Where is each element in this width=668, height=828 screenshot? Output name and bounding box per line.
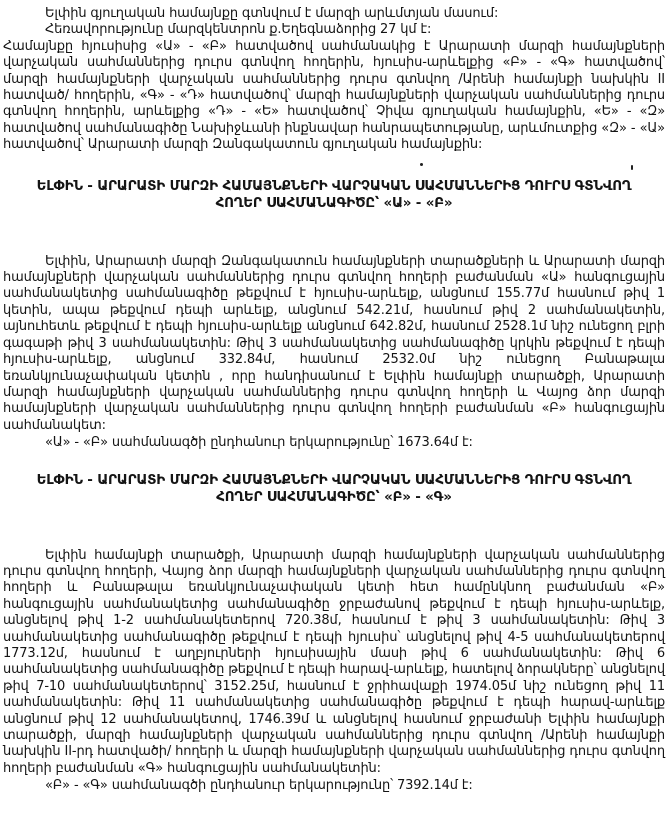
section-ab-total-length: «Ա» - «Բ» սահմանագծի ընդհանուր երկարությունը՝ 1673.64մ է: [45,435,473,451]
section-ab-heading-line1: ԵԼՓԻՆ - ԱՐԱՐԱՏԻ ՄԱՐԶԻ ՀԱՄԱՅՆՔՆԵՐԻ ՎԱՐՉԱԿԱՆ ՍԱՀՄԱՆՆԵՐԻՑ ԴՈՒՐՍ ԳՏՆՎՈՂ [36,177,632,194]
intro-line-location: Ելփին գյուղական համայնքը գտնվում է մարզի արևմտյան մասում: [45,6,499,21]
scan-artifact-dot [420,163,423,166]
section-bg-heading [11,472,657,506]
section-ab-body: Ելփին, Արարատի մարզի Զանգակատուն համայնքների տարածքների և Արարատի մարզի համայնքների վարչական սահմաններից դուրս գտնվող հողերի բաժանման «Ա» հանգուցային սահմանակետից սահմանագիծը թեքվում է հյուսիս-արևելք, անցնում 155.77մ հասնում թիվ 1 կետին, ապա թեքվում դեպի արևելք, անցնում 542.21մ, հասնում թիվ 2 սահմանակետին, այնուհետև թեքվում է դեպի հյուսիս-արևելք անցնում 642.82մ, հասնում 2528.1մ նիշ ունեցող բլրի գագաթի թիվ 3 սահմանակետին: Թիվ 3 սահմանակետից սահմանագիծը կրկին թեքվում է դեպի հյուսիս-արևելք, անցնում 332.84մ, հասնում 2532.0մ նիշ ունեցող Բանաթալա եռանկյունաչափական կետին , որը հանդիսանում է Ելփին համայնքի տարածքի, Արարատի մարզի համայնքների վարչական սահմաններից դուրս գտնվող հողերի և Վայոց ձոր մարզի համայնքների վարչական սահմաններից դուրս գտնվող հողերի բաժանման «Բ» հանգուցային սահմանակետ: [3,253,665,433]
section-bg-total-length: «Բ» - «Գ» սահմանագծի ընդհանուր երկարությունը՝ 7392.14մ է: [45,778,473,794]
section-ab-heading-line2: ՀՈՂԵՐ ՍԱՀՄԱՆԱԳԻԾԸ՝ «Ա» - «Բ» [215,194,453,211]
section-bg-body: Ելփին համայնքի տարածքի, Արարատի մարզի համայնքների վարչական սահմաններից դուրս գտնվող հողերի, Վայոց ձոր մարզի համայնքների վարչական սահմաններից դուրս գտնվող հողերի և Բանաթալա եռանկյունաչափական կետի հետ համընկնող բաժանման «Բ» հանգուցային սահմանակետից սահմանագիծը ջրբաժանով թեքվում է դեպի հյուսիս-արևելք, անցնելով թիվ 1-2 սահմանակետերով 720.38մ, հասնում է թիվ 3 սահմանակետին: Թիվ 3 սահմանակետից սահմանագիծը թեքվում է դեպի հյուսիս՝ անցնելով թիվ 4-5 սահմանակետերով 1773.12մ, հասնում է աղբյուրների հյուսիսային մասի թիվ 6 սահմանակետին: Թիվ 6 սահմանակետից սահմանագիծը թեքվում է դեպի հարավ-արևելք, հատելով ձորակները՝ անցնելով թիվ 7-10 սահմանակետերով՝ 3152.25մ, հասնում է ջրիհավաքի 1974.05մ նիշ ունեցող թիվ 11 սահմանակետին: Թիվ 11 սահմանակետից սահմանագիծը թեքվում է դեպի հարավ-արևելք անցնում թիվ 12 սահմանակետով, 1746.39մ և անցնելով հասնում ջրբաժանի Ելփին համայնքի տարածքի, մարզի համայնքների վարչական սահմաններից դուրս գտնվող /Արենի համայնքի նախկին II-րդ հատվածի/ հողերի և մարզի համայնքների վարչական սահմաններից դուրս գտնվող հողերի բաժանման «Գ» հանգուցային սահմանակետին: [3,547,665,776]
intro-border-paragraph: Համայնքը հյուսիսից «Ա» - «Բ» հատվածով սահմանակից է Արարատի մարզի համայնքների վարչական սահմաններից դուրս գտնվող հողերին, հյուսիս-արևելքից «Բ» - «Գ» հատվածով՝ մարզի համայնքների վարչական սահմաններից դուրս գտնվող /Արենի համայնքի նախկին II հատված/ հողերին, «Գ» - «Դ» հատվածով՝ մարզի համայնքների վարչական սահմաններից դուրս գտնվող հողերին, արևելքից «Դ» - «Ե» հատվածով՝ Չիվա գյուղական համայնքին, «Ե» - «Զ» հատվածով սահմանագիծը Նախիջևանի ինքնավար հանրապետությանը, արևմուտքից «Զ» - «Ա» հատվածով՝ Արարատի մարզի Զանգակատուն գյուղական համայնքին: [3,38,665,153]
intro-line-distance: Հեռավորությունը մարզկենտրոն ք.Եղեգնաձորից 27 կմ է: [45,22,432,38]
section-ab-heading [11,178,657,212]
scan-artifact-dot [631,165,633,170]
section-bg-heading-line1: ԵԼՓԻՆ - ԱՐԱՐԱՏԻ ՄԱՐԶԻ ՀԱՄԱՅՆՔՆԵՐԻ ՎԱՐՉԱԿԱՆ ՍԱՀՄԱՆՆԵՐԻՑ ԴՈՒՐՍ ԳՏՆՎՈՂ [36,471,632,488]
section-bg-heading-line2: ՀՈՂԵՐ ՍԱՀՄԱՆԱԳԻԾԸ՝ «Բ» - «Գ» [216,488,452,505]
